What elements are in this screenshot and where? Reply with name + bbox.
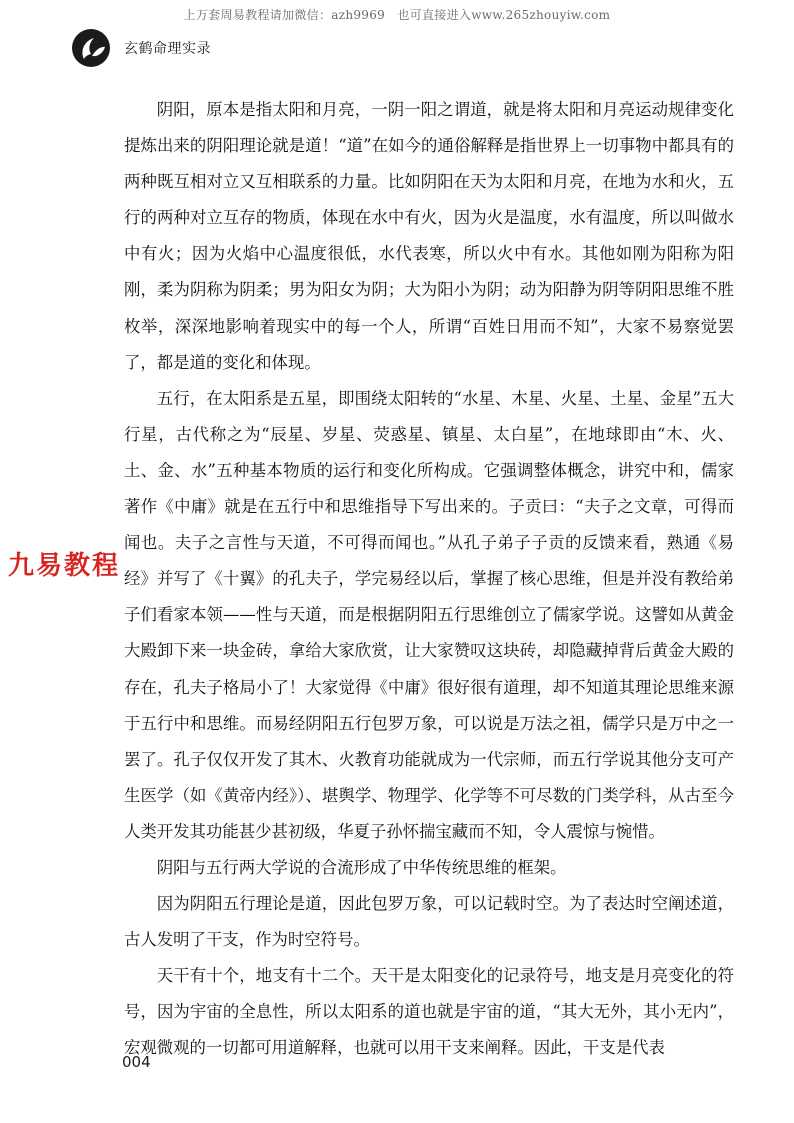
watermark-stamp: 九易教程: [8, 551, 121, 581]
logo-icon: [72, 29, 110, 67]
body-text: [124, 92, 734, 1067]
paragraph: 五行，在太阳系是五星，即围绕太阳转的“水星、木星、火星、土星、金星”五大行星，古代称之为“辰星、岁星、荧惑星、镇星、太白星”，在地球即由“木、火、土、金、水”五种基本物质的运行和变化所构成。它强调整体概念，讲究中和，儒家著作《中庸》就是在五行中和思维指导下写出来的。子贡曰：“夫子之文章，可得而闻也。夫子之言性与天道，不可得而闻也。”从孔子弟子子贡的反馈来看，熟通《易经》并写了《十翼》的孔夫子，学完易经以后，掌握了核心思维，但是并没有教给弟子们看家本领——性与天道，而是根据阴阳五行思维创立了儒家学说。这譬如从黄金大殿卸下来一块金砖，拿给大家欣赏，让大家赞叹这块砖，却隐藏掉背后黄金大殿的存在，孔夫子格局小了！大家觉得《中庸》很好很有道理，却不知道其理论思维来源于五行中和思维。而易经阴阳五行包罗万象，可以说是万法之祖，儒学只是万中之一罢了。孔子仅仅开发了其木、火教育功能就成为一代宗师，而五行学说其他分支可产生医学（如《黄帝内经》）、堪舆学、物理学、化学等不可尽数的门类学科，从古至今人类开发其功能甚少甚初级，华夏子孙怀揣宝藏而不知，令人震惊与惋惜。: [124, 388, 734, 841]
watermark-banner: 上万套周易教程请加微信：azh9969 也可直接进入www.265zhouyiw.com: [183, 8, 611, 22]
paragraph: 阴阳，原本是指太阳和月亮，一阴一阳之谓道，就是将太阳和月亮运动规律变化提炼出来的阴阳理论就是道！“道”在如今的通俗解释是指世界上一切事物中都具有的两种既互相对立又互相联系的力量。比如阴阳在天为太阳和月亮，在地为水和火，五行的两种对立互存的物质，体现在水中有火，因为火是温度，水有温度，所以叫做水中有火；因为火焰中心温度很低，水代表寒，所以火中有水。其他如刚为阳称为阳刚，柔为阴称为阴柔；男为阳女为阴；大为阳小为阴；动为阳静为阴等阴阳思维不胜枚举，深深地影响着现实中的每一个人，所谓“百姓日用而不知”，大家不易察觉罢了，都是道的变化和体现。: [124, 100, 734, 372]
book-title: 玄鹤命理实录: [124, 41, 211, 57]
paragraph: 天干有十个，地支有十二个。天干是太阳变化的记录符号，地支是月亮变化的符号，因为宇宙的全息性，所以太阳系的道也就是宇宙的道，“其大无外，其小无内”，宏观微观的一切都可用道解释，也就可以用干支来阐释。因此，干支是代表: [124, 966, 734, 1058]
page-number: 004: [122, 1053, 151, 1071]
paragraph: 因为阴阳五行理论是道，因此包罗万象，可以记载时空。为了表达时空阐述道，古人发明了干支，作为时空符号。: [124, 894, 734, 950]
page-header: [72, 28, 211, 68]
paragraph: 阴阳与五行两大学说的合流形成了中华传统思维的框架。: [156, 857, 567, 877]
